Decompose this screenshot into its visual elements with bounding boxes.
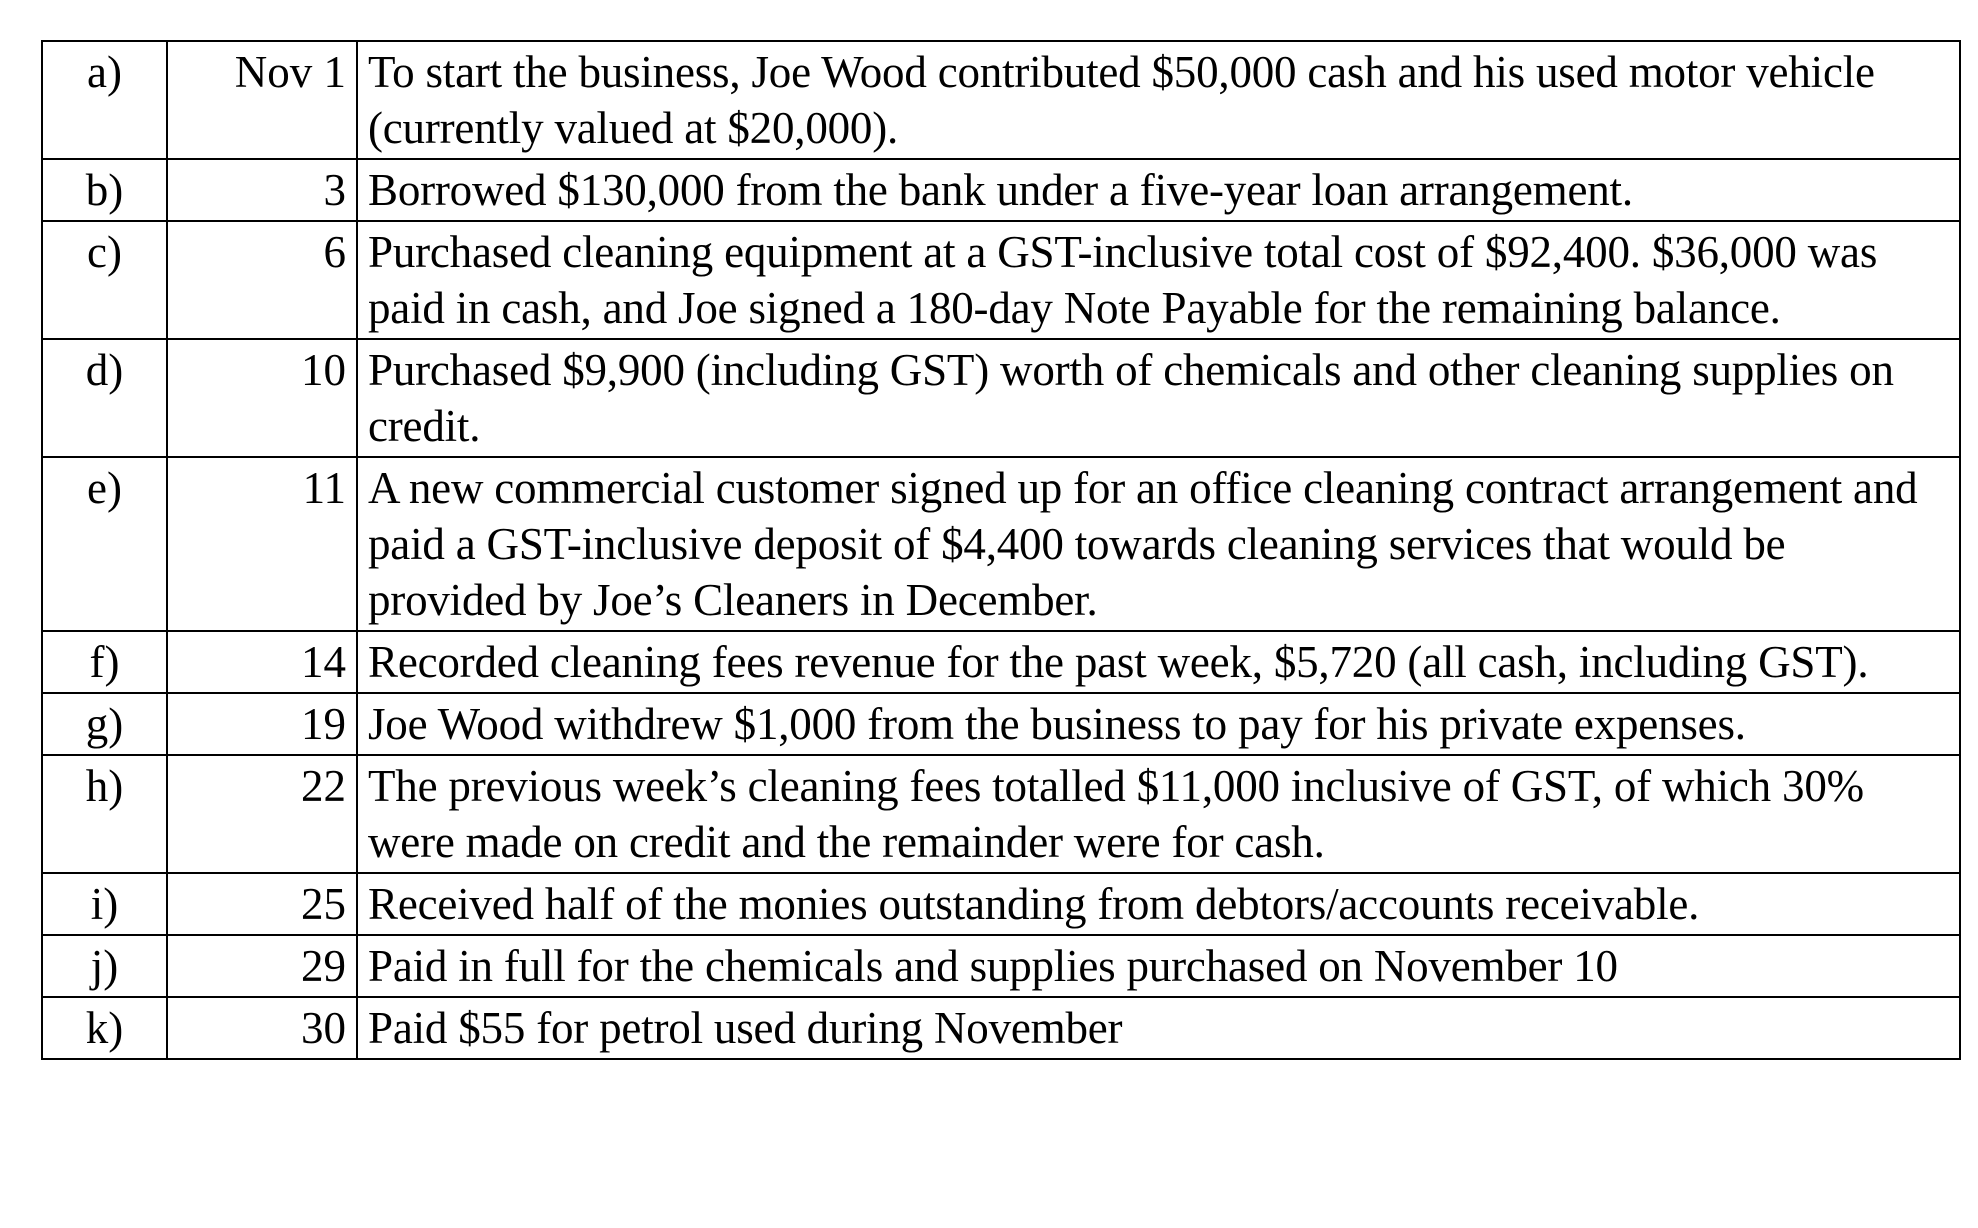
table-row: [42, 457, 1960, 631]
transactions-sheet: [41, 40, 1961, 1060]
transaction-description: Borrowed $130,000 from the bank under a five-year loan arrangement.: [357, 159, 1960, 221]
transaction-date: 10: [167, 339, 357, 457]
transaction-description: Paid $55 for petrol used during November: [357, 997, 1960, 1059]
transaction-date: 19: [167, 693, 357, 755]
transaction-label: e): [42, 457, 167, 631]
table-row: [42, 935, 1960, 997]
table-row: [42, 755, 1960, 873]
transaction-label: a): [42, 41, 167, 159]
transaction-description: Recorded cleaning fees revenue for the past week, $5,720 (all cash, including GST).: [357, 631, 1960, 693]
transactions-table: [41, 40, 1961, 1060]
transaction-label: h): [42, 755, 167, 873]
transaction-label: d): [42, 339, 167, 457]
transaction-date: 6: [167, 221, 357, 339]
transaction-date: 30: [167, 997, 357, 1059]
transaction-date: 11: [167, 457, 357, 631]
table-row: [42, 41, 1960, 159]
transaction-label: g): [42, 693, 167, 755]
table-row: [42, 631, 1960, 693]
transaction-label: k): [42, 997, 167, 1059]
table-row: [42, 159, 1960, 221]
transaction-description: The previous week’s cleaning fees totalled $11,000 inclusive of GST, of which 30% were made on credit and the remainder were for cash.: [357, 755, 1960, 873]
table-row: [42, 221, 1960, 339]
table-row: [42, 339, 1960, 457]
transaction-date: 25: [167, 873, 357, 935]
transaction-description: Joe Wood withdrew $1,000 from the business to pay for his private expenses.: [357, 693, 1960, 755]
transaction-label: f): [42, 631, 167, 693]
transaction-date: 22: [167, 755, 357, 873]
transaction-date: Nov 1: [167, 41, 357, 159]
table-row: [42, 873, 1960, 935]
transaction-label: j): [42, 935, 167, 997]
transaction-date: 29: [167, 935, 357, 997]
transaction-date: 14: [167, 631, 357, 693]
transaction-label: i): [42, 873, 167, 935]
transaction-description: Received half of the monies outstanding from debtors/accounts receivable.: [357, 873, 1960, 935]
table-row: [42, 997, 1960, 1059]
transaction-description: To start the business, Joe Wood contributed $50,000 cash and his used motor vehicle (currently valued at $20,000).: [357, 41, 1960, 159]
table-row: [42, 693, 1960, 755]
transaction-description: Purchased $9,900 (including GST) worth of chemicals and other cleaning supplies on credit.: [357, 339, 1960, 457]
transaction-description: A new commercial customer signed up for an office cleaning contract arrangement and paid a GST-inclusive deposit of $4,400 towards cleaning services that would be provided by Joe’s Cleaners in December.: [357, 457, 1960, 631]
transaction-description: Paid in full for the chemicals and supplies purchased on November 10: [357, 935, 1960, 997]
transaction-description: Purchased cleaning equipment at a GST-inclusive total cost of $92,400. $36,000 was paid in cash, and Joe signed a 180-day Note Payable for the remaining balance.: [357, 221, 1960, 339]
transaction-label: b): [42, 159, 167, 221]
transaction-date: 3: [167, 159, 357, 221]
transaction-label: c): [42, 221, 167, 339]
